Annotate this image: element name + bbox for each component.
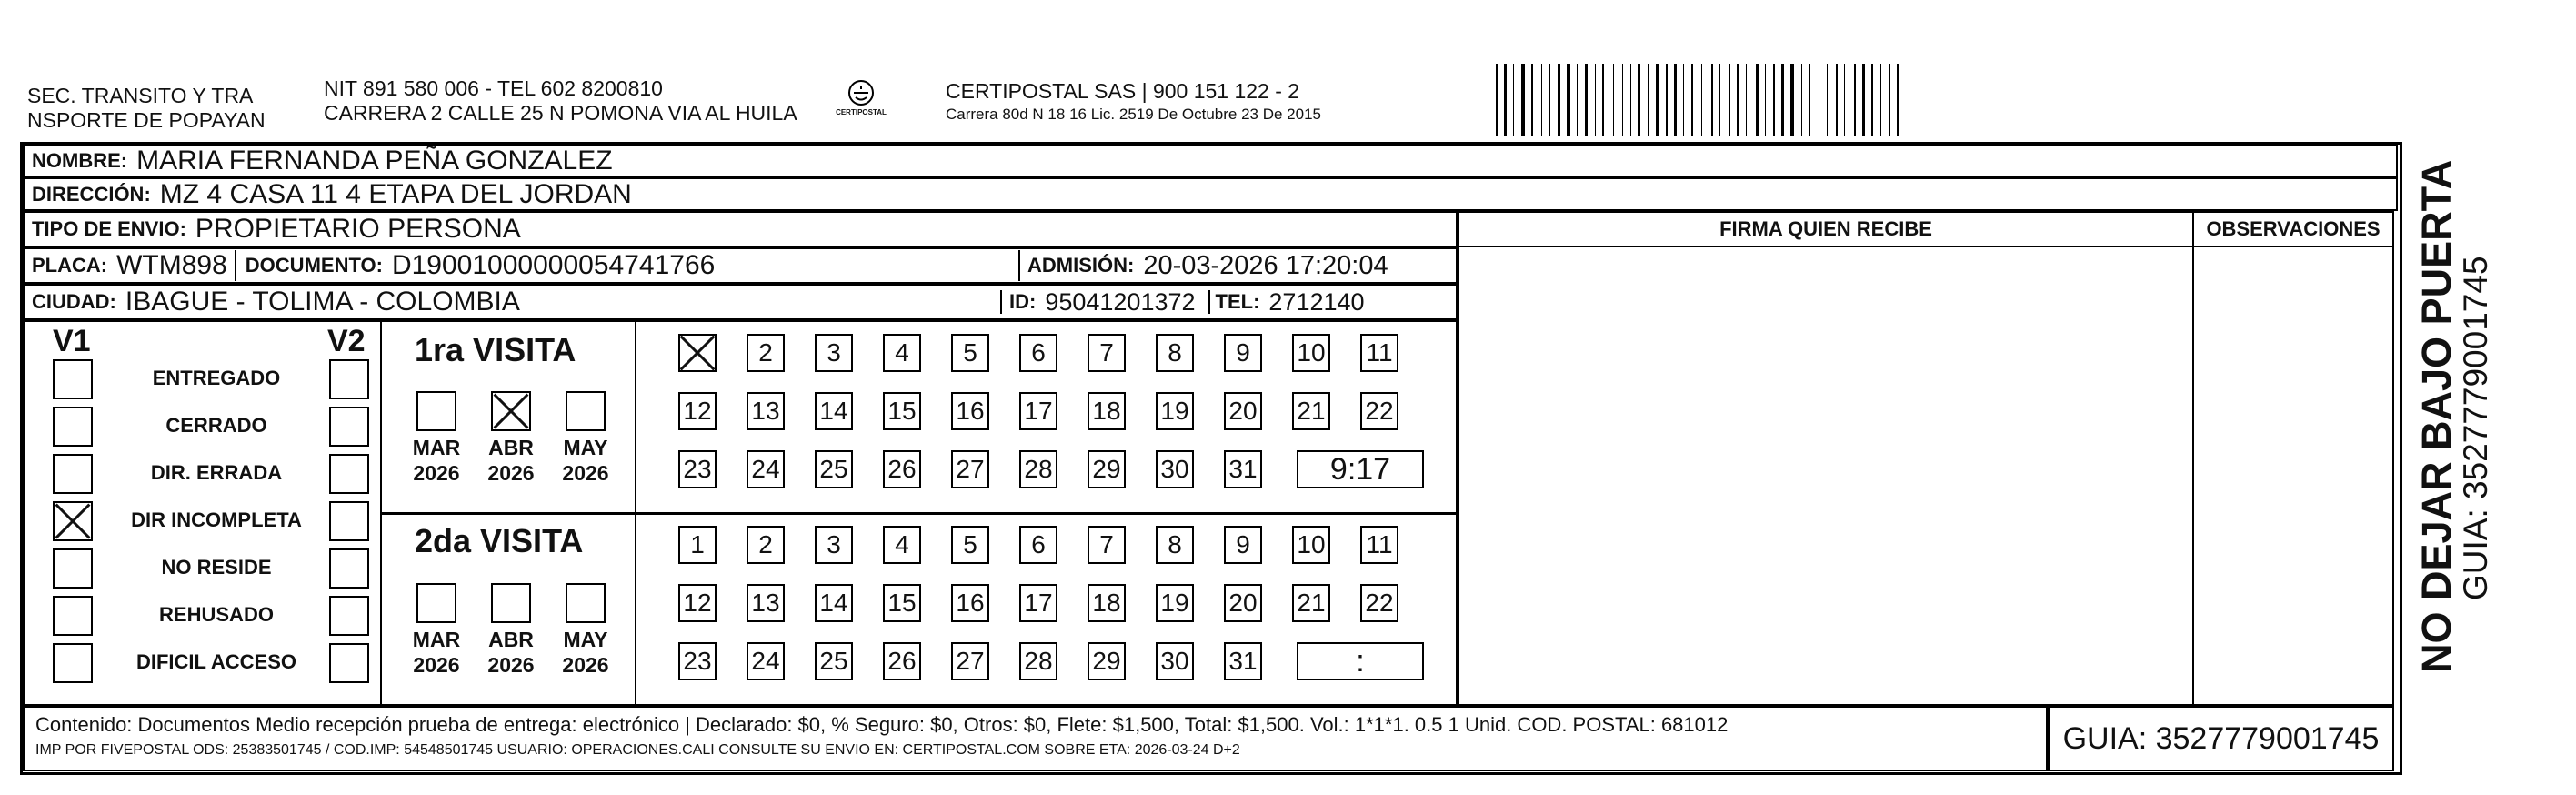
reason-label: NO RESIDE bbox=[161, 556, 272, 579]
day-box[interactable]: 27 bbox=[951, 450, 989, 488]
v2-label: V2 bbox=[327, 324, 366, 358]
month-name: ABR bbox=[488, 628, 534, 651]
shipping-type: PROPIETARIO PERSONA bbox=[195, 214, 521, 244]
day-box[interactable]: 24 bbox=[747, 642, 785, 680]
barcode-bar bbox=[1595, 64, 1596, 136]
month-label bbox=[556, 435, 615, 486]
barcode-bar bbox=[1585, 64, 1588, 136]
barcode-bar bbox=[1563, 64, 1564, 136]
shipping-type-row bbox=[23, 211, 1458, 247]
v2-checkbox[interactable] bbox=[329, 548, 369, 589]
barcode-bar bbox=[1613, 64, 1614, 136]
barcode-bar bbox=[1626, 64, 1628, 136]
barcode-bar bbox=[1871, 64, 1873, 136]
side-warning: NO DEJAR BAJO PUERTA bbox=[2413, 159, 2460, 673]
barcode-bar bbox=[1541, 64, 1542, 136]
day-box[interactable]: 3 bbox=[815, 526, 853, 564]
barcode-bar bbox=[1496, 64, 1498, 136]
day-box[interactable]: 10 bbox=[1292, 526, 1330, 564]
plate-label: PLACA: bbox=[32, 254, 108, 277]
day-box[interactable]: 17 bbox=[1019, 584, 1057, 622]
tel-value: 2712140 bbox=[1268, 287, 1365, 316]
barcode-bar bbox=[1880, 64, 1881, 136]
month-name: ABR bbox=[488, 436, 534, 459]
barcode-bar bbox=[1844, 64, 1845, 136]
day-box[interactable]: 16 bbox=[951, 392, 989, 430]
v1-checkbox[interactable] bbox=[53, 454, 93, 494]
admission-label: ADMISIÓN: bbox=[1027, 254, 1135, 277]
barcode-bar bbox=[1893, 64, 1894, 136]
reason-label: DIR INCOMPLETA bbox=[131, 508, 302, 531]
month-year: 2026 bbox=[413, 653, 460, 677]
barcode-bar bbox=[1590, 64, 1592, 136]
barcode-bar bbox=[1822, 64, 1824, 136]
day-box[interactable]: 29 bbox=[1088, 450, 1126, 488]
company-logo bbox=[834, 78, 888, 116]
barcode-bar bbox=[1553, 64, 1555, 136]
barcode-bar bbox=[1536, 64, 1539, 136]
barcode-bar bbox=[1729, 64, 1730, 136]
barcode-bar bbox=[1549, 64, 1550, 136]
barcode-bar bbox=[1634, 64, 1635, 136]
day-box[interactable]: 7 bbox=[1088, 334, 1126, 372]
observations-header: OBSERVACIONES bbox=[2194, 213, 2392, 247]
barcode-bar bbox=[1827, 64, 1828, 136]
id-tel-cell bbox=[1000, 286, 1453, 318]
day-box[interactable]: 29 bbox=[1088, 642, 1126, 680]
barcode-bar bbox=[1504, 64, 1507, 136]
visit1-title: 1ra VISITA bbox=[415, 331, 576, 368]
day-box[interactable]: 24 bbox=[747, 450, 785, 488]
month-name: MAY bbox=[563, 628, 608, 651]
recipient-address: MZ 4 CASA 11 4 ETAPA DEL JORDAN bbox=[159, 178, 632, 209]
barcode-bar bbox=[1687, 64, 1689, 136]
barcode-bar bbox=[1741, 64, 1743, 136]
reason-label: REHUSADO bbox=[159, 603, 274, 626]
month-label bbox=[407, 627, 466, 678]
day-box[interactable]: 9 bbox=[1224, 526, 1262, 564]
month-year: 2026 bbox=[562, 461, 609, 485]
month-year: 2026 bbox=[562, 653, 609, 677]
v1-checkbox[interactable] bbox=[53, 643, 93, 683]
barcode-bar bbox=[1733, 64, 1734, 136]
plate-value: WTM898 bbox=[116, 250, 236, 281]
reason-label: CERRADO bbox=[165, 414, 267, 437]
day-box[interactable]: 20 bbox=[1224, 392, 1262, 430]
day-box[interactable]: 12 bbox=[678, 584, 717, 622]
month-checkbox[interactable] bbox=[491, 583, 531, 623]
footer-contents: Contenido: Documentos Medio recepción prueba de entrega: electrónico | Declarado: $0, % Seguro: $0, Otros: $0, Flete: $1,500, Total: $1,500. Vol.: 1*1*1. 0.5 1 Unid. COD. POSTAL: 681012 bbox=[35, 713, 1729, 736]
barcode-bar bbox=[1787, 64, 1788, 136]
day-box[interactable]: 31 bbox=[1224, 450, 1262, 488]
barcode-bar bbox=[1746, 64, 1747, 136]
barcode-bar bbox=[1797, 64, 1799, 136]
barcode-bar bbox=[1573, 64, 1574, 136]
name-row bbox=[23, 144, 2398, 177]
reason-label: DIR. ERRADA bbox=[150, 461, 283, 484]
barcode-bar bbox=[1528, 64, 1529, 136]
day-box[interactable]: 22 bbox=[1360, 392, 1398, 430]
day-box[interactable]: 15 bbox=[883, 584, 921, 622]
company-line-1: CERTIPOSTAL SAS | 900 151 122 - 2 bbox=[946, 79, 1300, 103]
barcode-bar bbox=[1773, 64, 1775, 136]
barcode-bar bbox=[1813, 64, 1816, 136]
v2-checkbox[interactable] bbox=[329, 596, 369, 636]
reason-label: ENTREGADO bbox=[152, 367, 281, 389]
v1-checkbox[interactable] bbox=[53, 596, 93, 636]
month-year: 2026 bbox=[487, 461, 535, 485]
nit-line-1: NIT 891 580 006 - TEL 602 8200810 bbox=[324, 76, 663, 100]
barcode-bar bbox=[1884, 64, 1887, 136]
barcode-bar bbox=[1854, 64, 1856, 136]
day-box[interactable]: 20 bbox=[1224, 584, 1262, 622]
sender-block bbox=[27, 84, 266, 133]
barcode-bar bbox=[1705, 64, 1709, 136]
v1-checkbox[interactable] bbox=[53, 548, 93, 589]
barcode-bar bbox=[1836, 64, 1838, 136]
month-label bbox=[407, 435, 466, 486]
barcode-bar bbox=[1521, 64, 1525, 136]
tel-label: TEL: bbox=[1208, 290, 1260, 314]
month-checkbox[interactable] bbox=[416, 391, 456, 431]
barcode-bar bbox=[1711, 64, 1713, 136]
day-box[interactable]: 28 bbox=[1019, 450, 1057, 488]
shipping-type-label: TIPO DE ENVIO: bbox=[32, 217, 186, 240]
time-box[interactable]: 9:17 bbox=[1297, 450, 1424, 488]
footer-info bbox=[23, 706, 2048, 771]
day-box[interactable]: 26 bbox=[883, 642, 921, 680]
month-name: MAR bbox=[412, 436, 461, 459]
barcode-bar bbox=[1630, 64, 1631, 136]
barcode-bar bbox=[1662, 64, 1663, 136]
barcode-bar bbox=[1670, 64, 1671, 136]
recipient-name: MARIA FERNANDA PEÑA GONZALEZ bbox=[136, 145, 613, 176]
day-box[interactable]: 18 bbox=[1088, 584, 1126, 622]
v2-checkbox[interactable] bbox=[329, 359, 369, 399]
barcode-bar bbox=[1602, 64, 1604, 136]
day-box[interactable]: 23 bbox=[678, 642, 717, 680]
barcode-bar bbox=[1691, 64, 1693, 136]
barcode-bar bbox=[1761, 64, 1762, 136]
v1-checkbox[interactable] bbox=[53, 501, 93, 541]
barcode-bar bbox=[1545, 64, 1546, 136]
month-checkbox[interactable] bbox=[566, 391, 606, 431]
month-name: MAY bbox=[563, 436, 608, 459]
v1-label: V1 bbox=[53, 324, 91, 358]
v2-checkbox[interactable] bbox=[329, 407, 369, 447]
barcode-bar bbox=[1809, 64, 1810, 136]
day-box[interactable]: 8 bbox=[1156, 526, 1194, 564]
month-name: MAR bbox=[412, 628, 461, 651]
id-value: 95041201372 bbox=[1045, 287, 1196, 316]
company-block bbox=[946, 78, 1321, 126]
city-label: CIUDAD: bbox=[32, 290, 116, 313]
id-label: ID: bbox=[1000, 290, 1036, 314]
company-line-2: Carrera 80d N 18 16 Lic. 2519 De Octubre 23 De 2015 bbox=[946, 106, 1321, 123]
logo-text: CERTIPOSTAL bbox=[836, 108, 887, 116]
day-box[interactable]: 31 bbox=[1224, 642, 1262, 680]
day-box[interactable]: 28 bbox=[1019, 642, 1057, 680]
barcode-bar bbox=[1889, 64, 1890, 136]
day-box[interactable]: 14 bbox=[815, 584, 853, 622]
logo-icon bbox=[845, 78, 877, 107]
month-label bbox=[556, 627, 615, 678]
month-year: 2026 bbox=[413, 461, 460, 485]
barcode-bar bbox=[1862, 64, 1865, 136]
month-year: 2026 bbox=[487, 653, 535, 677]
day-box[interactable]: 2 bbox=[747, 334, 785, 372]
day-box[interactable]: 30 bbox=[1156, 450, 1194, 488]
barcode-bar bbox=[1648, 64, 1649, 136]
admission-value: 20-03-2026 17:20:04 bbox=[1143, 250, 1388, 280]
barcode-bar bbox=[1716, 64, 1717, 136]
day-box[interactable]: 23 bbox=[678, 450, 717, 488]
day-box[interactable]: 13 bbox=[747, 584, 785, 622]
day-box[interactable]: 22 bbox=[1360, 584, 1398, 622]
barcode-bar bbox=[1719, 64, 1720, 136]
day-box[interactable]: 2 bbox=[747, 526, 785, 564]
day-box[interactable]: 21 bbox=[1292, 392, 1330, 430]
day-box[interactable]: 3 bbox=[815, 334, 853, 372]
barcode-bar bbox=[1622, 64, 1623, 136]
day-box[interactable]: 11 bbox=[1360, 526, 1398, 564]
observations-area[interactable] bbox=[2192, 211, 2394, 706]
day-box[interactable]: 5 bbox=[951, 334, 989, 372]
barcode-bar bbox=[1897, 64, 1899, 136]
day-box[interactable]: 25 bbox=[815, 642, 853, 680]
day-box[interactable]: 11 bbox=[1360, 334, 1398, 372]
footer-guide: GUIA: 3527779001745 bbox=[2048, 706, 2394, 771]
day-box[interactable]: 25 bbox=[815, 450, 853, 488]
barcode-bar bbox=[1567, 64, 1570, 136]
reason-label: DIFICIL ACCESO bbox=[135, 650, 296, 673]
v1-checkbox[interactable] bbox=[53, 359, 93, 399]
barcode-bar bbox=[1656, 64, 1659, 136]
signature-header: FIRMA QUIEN RECIBE bbox=[1459, 213, 2192, 247]
day-box[interactable] bbox=[678, 334, 717, 372]
barcode-bar bbox=[1830, 64, 1833, 136]
day-box[interactable]: 7 bbox=[1088, 526, 1126, 564]
barcode-bar bbox=[1674, 64, 1677, 136]
day-box[interactable]: 12 bbox=[678, 392, 717, 430]
day-box[interactable]: 14 bbox=[815, 392, 853, 430]
day-box[interactable]: 6 bbox=[1019, 334, 1057, 372]
nit-line-2: CARRERA 2 CALLE 25 N POMONA VIA AL HUILA bbox=[324, 101, 797, 125]
barcode-bar bbox=[1901, 64, 1905, 136]
barcode-bar bbox=[1531, 64, 1533, 136]
sender-line-2: NSPORTE DE POPAYAN bbox=[27, 108, 266, 132]
day-box[interactable]: 19 bbox=[1156, 584, 1194, 622]
time-box[interactable]: : bbox=[1297, 642, 1424, 680]
v1-checkbox[interactable] bbox=[53, 407, 93, 447]
barcode-bar bbox=[1790, 64, 1794, 136]
day-box[interactable]: 26 bbox=[883, 450, 921, 488]
side-guide: GUIA: 3527779001745 bbox=[2457, 256, 2494, 600]
barcode-bar bbox=[1840, 64, 1841, 136]
barcode-bar bbox=[1509, 64, 1510, 136]
barcode-bar bbox=[1683, 64, 1684, 136]
barcode-bar bbox=[1679, 64, 1680, 136]
day-box[interactable]: 4 bbox=[883, 334, 921, 372]
barcode-bar bbox=[1517, 64, 1519, 136]
barcode-bar bbox=[1577, 64, 1578, 136]
barcode-bar bbox=[1652, 64, 1653, 136]
day-box[interactable]: 6 bbox=[1019, 526, 1057, 564]
day-box[interactable]: 30 bbox=[1156, 642, 1194, 680]
day-box[interactable]: 27 bbox=[951, 642, 989, 680]
day-box[interactable]: 15 bbox=[883, 392, 921, 430]
footer-tracking: IMP POR FIVEPOSTAL ODS: 25383501745 / COD.IMP: 54548501745 USUARIO: OPERACIONES.CALI CONSULTE SU ENVIO EN: CERTIPOSTAL.COM SOBRE ETA: 2026-03-24 D+2 bbox=[35, 742, 1240, 758]
barcode-bar bbox=[1749, 64, 1753, 136]
barcode-bar bbox=[1801, 64, 1802, 136]
barcode-bar bbox=[1638, 64, 1640, 136]
month-checkbox[interactable] bbox=[491, 391, 531, 431]
barcode-bar bbox=[1500, 64, 1501, 136]
day-box[interactable]: 16 bbox=[951, 584, 989, 622]
day-box[interactable]: 19 bbox=[1156, 392, 1194, 430]
admission-cell bbox=[1018, 250, 1453, 281]
address-label: DIRECCIÓN: bbox=[32, 182, 151, 206]
barcode-bar bbox=[1666, 64, 1668, 136]
city-value: IBAGUE - TOLIMA - COLOMBIA bbox=[125, 287, 520, 317]
sender-line-1: SEC. TRANSITO Y TRA bbox=[27, 84, 254, 107]
v2-checkbox[interactable] bbox=[329, 643, 369, 683]
barcode-bar bbox=[1513, 64, 1514, 136]
barcode-bar bbox=[1558, 64, 1560, 136]
barcode-bar bbox=[1701, 64, 1702, 136]
day-box[interactable]: 9 bbox=[1224, 334, 1262, 372]
barcode-bar bbox=[1781, 64, 1784, 136]
barcode-bar bbox=[1805, 64, 1806, 136]
nit-block bbox=[324, 76, 797, 126]
day-box[interactable]: 10 bbox=[1292, 334, 1330, 372]
barcode-bar bbox=[1778, 64, 1779, 136]
barcode-bar bbox=[1737, 64, 1739, 136]
barcode-bar bbox=[1765, 64, 1766, 136]
day-box[interactable]: 17 bbox=[1019, 392, 1057, 430]
barcode-bar bbox=[1580, 64, 1582, 136]
barcode-bar bbox=[1723, 64, 1726, 136]
day-box[interactable]: 21 bbox=[1292, 584, 1330, 622]
barcode-bar bbox=[1848, 64, 1851, 136]
barcode-bar bbox=[1617, 64, 1619, 136]
month-label bbox=[482, 435, 540, 486]
signature-area[interactable] bbox=[1458, 211, 2194, 706]
month-checkbox[interactable] bbox=[416, 583, 456, 623]
v2-checkbox[interactable] bbox=[329, 454, 369, 494]
name-label: NOMBRE: bbox=[32, 148, 128, 172]
barcode-bar bbox=[1868, 64, 1869, 136]
month-checkbox[interactable] bbox=[566, 583, 606, 623]
barcode-bar bbox=[1696, 64, 1699, 136]
day-box[interactable]: 13 bbox=[747, 392, 785, 430]
barcode bbox=[1496, 64, 2223, 136]
v2-checkbox[interactable] bbox=[329, 501, 369, 541]
visit2-title: 2da VISITA bbox=[415, 522, 584, 559]
document-value: D19001000000054741766 bbox=[391, 250, 716, 280]
barcode-bar bbox=[1643, 64, 1645, 136]
barcode-bar bbox=[1607, 64, 1610, 136]
day-box[interactable]: 8 bbox=[1156, 334, 1194, 372]
document-label: DOCUMENTO: bbox=[245, 254, 383, 277]
day-box[interactable]: 18 bbox=[1088, 392, 1126, 430]
address-row bbox=[23, 177, 2398, 211]
day-box[interactable]: 4 bbox=[883, 526, 921, 564]
barcode-bar bbox=[1756, 64, 1759, 136]
day-box[interactable]: 1 bbox=[678, 526, 717, 564]
month-label bbox=[482, 627, 540, 678]
day-box[interactable]: 5 bbox=[951, 526, 989, 564]
barcode-bar bbox=[1876, 64, 1878, 136]
barcode-bar bbox=[1769, 64, 1770, 136]
